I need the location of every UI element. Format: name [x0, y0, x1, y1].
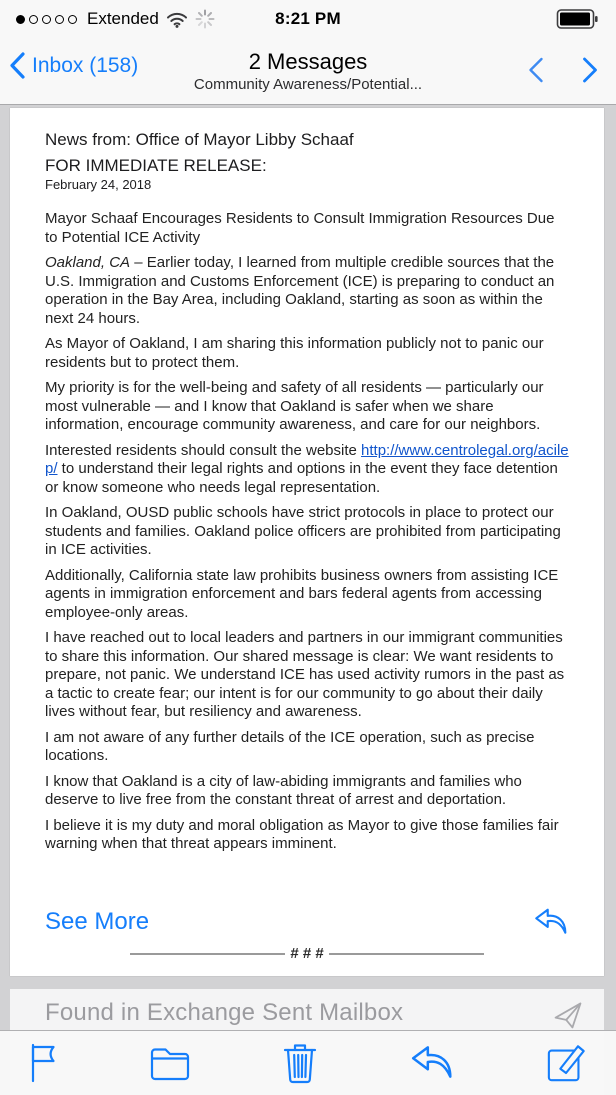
message-scroll-area[interactable]	[0, 106, 616, 1095]
reply-indicator-icon	[533, 907, 569, 937]
status-bar	[0, 0, 616, 38]
divider-rule	[329, 953, 484, 955]
folder-icon	[149, 1045, 191, 1081]
see-more-button[interactable]: See More	[45, 908, 150, 935]
compose-icon	[546, 1042, 588, 1084]
move-to-folder-button[interactable]	[145, 1041, 195, 1085]
clock: 8:21 PM	[275, 9, 341, 28]
press-release-heading: News from: Office of Mayor Libby Schaaf	[45, 130, 354, 149]
centro-legal-link[interactable]: http://www.centrolegal.org/acilep/	[45, 441, 569, 477]
delete-button[interactable]	[278, 1037, 322, 1089]
previous-message-chevron-icon[interactable]	[528, 56, 544, 84]
divider-text: # # #	[290, 945, 324, 962]
paragraph: My priority is for the well-being and safety of all residents — particularly our most vulnerable — and I know that Oakland is safer when we share information, encourage community awareness, and care for our neighbors.	[45, 379, 544, 433]
dateline: Oakland, CA	[45, 254, 131, 271]
reply-button[interactable]	[405, 1040, 459, 1086]
flag-button[interactable]	[24, 1038, 62, 1088]
press-release-subject: Mayor Schaaf Encourages Residents to Consult Immigration Resources Due to Potential ICE Activity	[45, 210, 555, 246]
paragraph: Additionally, California state law prohibits business owners from assisting ICE agents in immigration enforcement and bars federal agents from accessing employee-only areas.	[45, 566, 559, 621]
paragraph-intro: Oakland, CA – Earlier today, I learned from multiple credible sources that the U.S. Immigration and Customs Enforcement (ICE) is preparing to conduct an operation in the Bay Area, including Oakland, starting as soon as within the next 24 hours.	[45, 254, 555, 327]
battery-icon	[556, 8, 600, 30]
paragraph: I am not aware of any further details of the ICE operation, such as precise locations.	[45, 728, 535, 764]
next-message-chevron-icon[interactable]	[582, 56, 598, 84]
found-in-mailbox-label: Found in Exchange Sent Mailbox	[45, 999, 404, 1026]
paragraph: I have reached out to local leaders and partners in our immigrant communities to share this information. Our shared message is clear: We want residents to prepare, not panic. We understand ICE has used activity rumors in the past as a tactic to create fear; our intent is for our community to go about their daily lives without fear, but resiliency and awareness.	[45, 629, 565, 720]
paragraph: I believe it is my duty and moral obligation as Mayor to give those families fair warning when that threat appears imminent.	[45, 816, 559, 852]
nav-bar	[0, 38, 616, 105]
hash-divider	[45, 939, 569, 970]
divider-rule	[130, 953, 285, 955]
back-chevron-icon	[10, 52, 25, 79]
thread-subtitle: Community Awareness/Potential...	[193, 76, 423, 94]
paragraph: In Oakland, OUSD public schools have strict protocols in place to protect our students and families. Oakland police officers are prohibited from participating in ICE activities.	[45, 504, 561, 558]
trash-icon	[282, 1041, 318, 1085]
back-button-label: Inbox (158)	[32, 53, 139, 77]
compose-button[interactable]	[542, 1038, 592, 1088]
bottom-toolbar	[0, 1030, 616, 1095]
flag-icon	[28, 1042, 58, 1084]
carrier-label: Extended	[87, 9, 159, 28]
email-body-page	[10, 108, 604, 976]
thread-title: 2 Messages	[248, 49, 368, 75]
paragraph: As Mayor of Oakland, I am sharing this information publicly not to panic our residents but to protect them.	[45, 335, 544, 371]
back-button[interactable]	[10, 52, 138, 79]
release-line: FOR IMMEDIATE RELEASE:	[45, 156, 267, 175]
release-date: February 24, 2018	[45, 177, 152, 192]
paragraph: I know that Oakland is a city of law-abiding immigrants and families who deserve to live free from the constant threat of arrest and deportation.	[45, 772, 522, 808]
paper-plane-icon	[552, 999, 584, 1031]
paragraph-website: Interested residents should consult the website http://www.centrolegal.org/acilep/ to understand their legal rights and options in the event they face detention or know someone who needs legal representation.	[45, 441, 569, 496]
reply-icon	[409, 1044, 455, 1082]
